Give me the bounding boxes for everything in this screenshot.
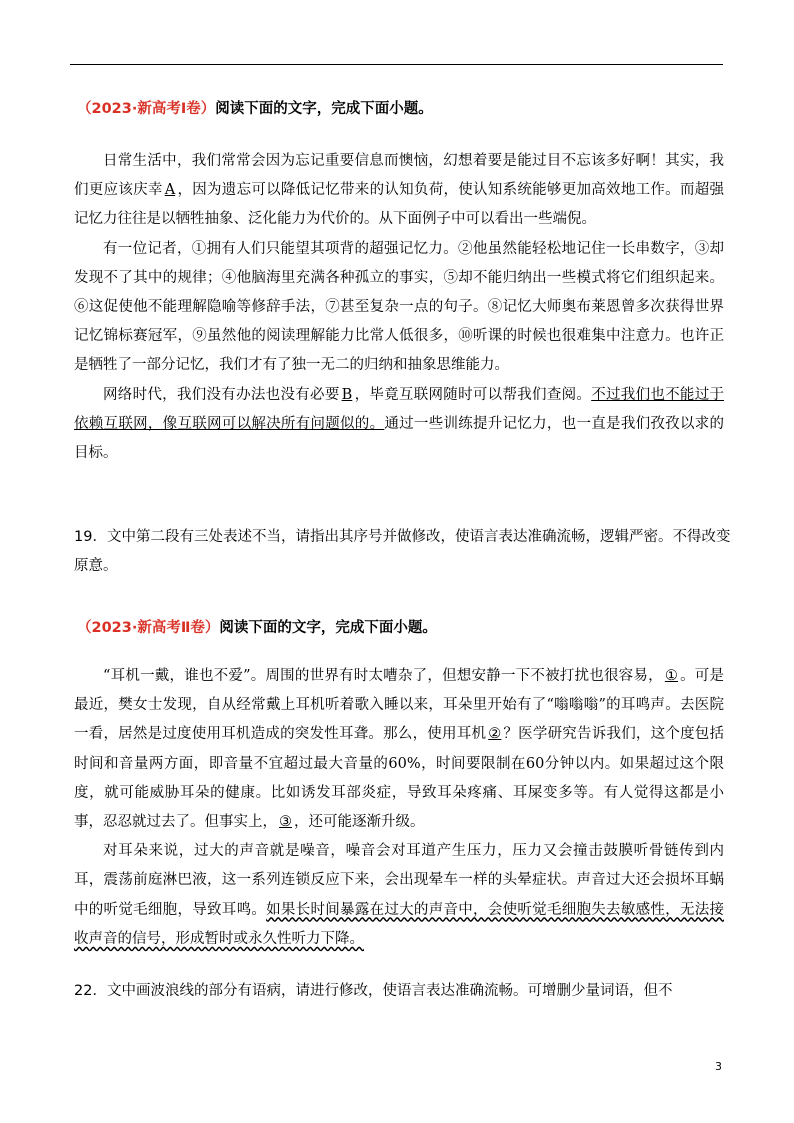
question-22-text: 22．文中画波浪线的部分有语病，请进行修改，使语言表达准确流畅。可增删少量词语，但不 <box>74 983 673 999</box>
underlined-sentence: 不过我们也不能过于依赖互联网，像互联网可以解决所有问题似的。 <box>74 386 725 432</box>
section1-heading <box>77 97 433 118</box>
text-span: ，还可能逐渐升级。 <box>294 814 425 831</box>
blank-1: ① <box>664 668 679 684</box>
question-19 <box>74 523 734 581</box>
text-span: ，毕竟互联网随时可以帮我们查阅。 <box>354 386 592 403</box>
blank-3: ③ <box>279 814 292 831</box>
text-span: 通过一些训练提升记忆力，也一直是我们孜孜以求的目标。 <box>74 415 724 462</box>
blank-a: A <box>164 182 176 199</box>
text-span: ？医学研究告诉我们，这个度包括时间和音量两方面，即音量不宜超过最大音量的60%，时间要限制在60分钟以内。如果超过这个限度，就可能威胁耳朵的健康。比如诱发耳部炎症，导致耳朵疼痛、耳屎变多等。有人觉得这都是小事，忍忍就过去了。但事实上， <box>74 726 725 831</box>
question-22 <box>74 977 734 1006</box>
wavy-underlined-sentence: 如果长时间暴露在过大的声音中，会使听觉毛细胞失去敏感性，无法接收声音的信号，形成暂时或永久性听力下降。 <box>74 901 725 947</box>
section1-instruction: 阅读下面的文字，完成下面小题。 <box>215 101 433 117</box>
section1-passage <box>74 147 724 468</box>
section1-paragraph-2: 有一位记者，①拥有人们只能望其项背的超强记忆力。②他虽然能轻松地记住一长串数字，③却发现不了其中的规律；④他脑海里充满各种孤立的事实，⑤却不能归纳出一些模式将它们组织起来。⑥这促使他不能理解隐喻等修辞手法，⑦甚至复杂一点的句子。⑧记忆大师奥布莱恩曾多次获得世界记忆锦标赛冠军，⑨虽然他的阅读理解能力比常人低很多，⑩听课的时候也很难集中注意力。也许正是牺牲了一部分记忆，我们才有了独一无二的归纳和抽象思维能力。 <box>74 240 724 374</box>
header-rule <box>70 64 723 65</box>
text-span: 。可是最近，樊女士发现，自从经常戴上耳机听着歌入睡以来，耳朵里开始有了“嗡嗡嗡”的耳鸣声。去医院一看，居然是过度使用耳机造成的突发性耳聋。那么，使用耳机 <box>74 668 724 743</box>
section1-paragraph-3 <box>74 381 724 469</box>
section1-paragraph-1 <box>74 147 724 235</box>
text-span: 对耳朵来说，过大的声音就是噪音，噪音会对耳道产生压力，压力又会撞击鼓膜听骨链传到内耳，震荡前庭淋巴液，这一系列连锁反应下来，会出现晕车一样的头晕症状。声音过大还会损坏耳蜗中的听觉毛细胞，导致耳鸣。 <box>74 843 724 918</box>
text-span: “耳机一戴，谁也不爱”。周围的世界有时太嘈杂了，但想安静一下不被打扰也很容易， <box>103 668 663 684</box>
section2-instruction: 阅读下面的文字，完成下面小题。 <box>219 620 437 636</box>
section2-source: （2023·新高考Ⅱ卷） <box>77 620 220 636</box>
question-19-text: 19．文中第二段有三处表述不当，请指出其序号并做修改，使语言表达准确流畅，逻辑严密。不得改变原意。 <box>74 529 731 574</box>
section2-heading <box>77 616 437 637</box>
text-span: 网络时代，我们没有办法也没有必要 <box>103 386 340 403</box>
section2-passage <box>74 662 724 954</box>
blank-b: B <box>341 386 353 403</box>
section1-source: （2023·新高考Ⅰ卷） <box>77 101 216 117</box>
text-span: 日常生活中，我们常常会因为忘记重要信息而懊恼，幻想着要是能过目不忘该多好啊！其实，我们更应该庆幸 <box>74 153 724 199</box>
text-span: ，因为遗忘可以降低记忆带来的认知负荷，使认知系统能够更加高效地工作。而超强记忆力往往是以牺牲抽象、泛化能力为代价的。从下面例子中可以看出一些端倪。 <box>74 182 725 228</box>
blank-2: ② <box>488 726 502 743</box>
section2-paragraph-1 <box>74 662 724 837</box>
section2-paragraph-2 <box>74 837 724 954</box>
page-number: 3 <box>715 1060 722 1073</box>
